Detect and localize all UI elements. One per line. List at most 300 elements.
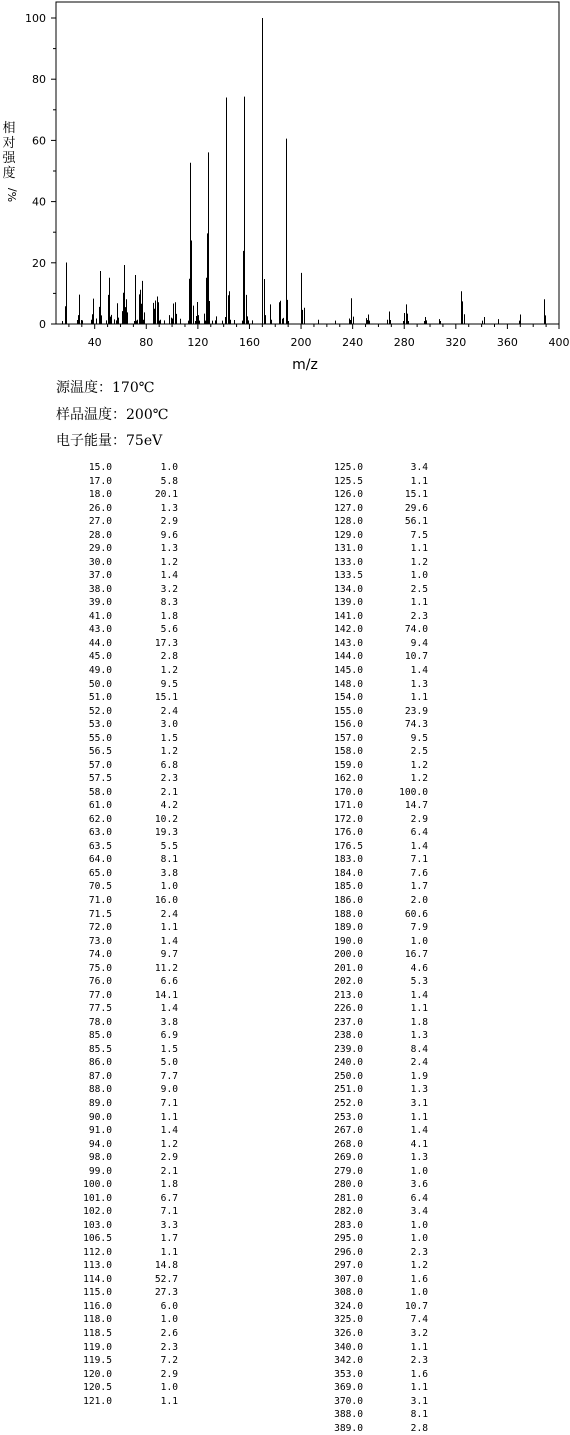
peak-mz: 188.0 <box>334 908 363 920</box>
peak-mz: 141.0 <box>334 610 363 622</box>
source-temperature-value: 170℃ <box>112 380 155 396</box>
peak-mz: 128.0 <box>334 516 363 528</box>
peak-mz: 172.0 <box>334 813 363 825</box>
peak-abundance: 3.1 <box>410 1395 428 1407</box>
peak-row <box>0 1016 480 1030</box>
peak-abundance: 23.9 <box>404 705 428 717</box>
peak-abundance: 2.4 <box>160 705 178 717</box>
peak-abundance: 16.7 <box>404 949 428 961</box>
peak-abundance: 60.6 <box>404 908 428 920</box>
peak-mz: 62.0 <box>88 813 112 825</box>
peak-row <box>0 948 480 962</box>
peak-abundance: 9.7 <box>160 949 178 961</box>
peak-mz: 101.0 <box>83 1192 112 1204</box>
peak-abundance: 8.3 <box>160 597 178 609</box>
peak-row <box>0 1192 480 1206</box>
peak-mz: 27.0 <box>88 516 112 528</box>
peak-mz: 76.0 <box>88 976 112 988</box>
peak-row <box>0 880 480 894</box>
peak-abundance: 2.3 <box>410 1355 428 1367</box>
peak-abundance: 2.5 <box>410 583 428 595</box>
peak-abundance: 52.7 <box>154 1273 178 1285</box>
peak-abundance: 1.3 <box>160 543 178 555</box>
peak-mz: 121.0 <box>83 1395 112 1407</box>
peak-abundance: 1.2 <box>410 1260 428 1272</box>
peak-mz: 184.0 <box>334 867 363 879</box>
peak-row <box>0 529 480 543</box>
sample-temperature-label: 样品温度： <box>56 407 126 423</box>
peak-abundance: 3.1 <box>410 1097 428 1109</box>
peak-mz: 158.0 <box>334 746 363 758</box>
peak-abundance: 7.9 <box>410 922 428 934</box>
peak-abundance: 1.4 <box>160 1125 178 1137</box>
peak-row <box>0 989 480 1003</box>
peak-mz: 342.0 <box>334 1355 363 1367</box>
peak-mz: 171.0 <box>334 800 363 812</box>
peak-mz: 201.0 <box>334 962 363 974</box>
y-axis-label-char: 对 <box>2 136 16 151</box>
peak-mz: 120.0 <box>83 1368 112 1380</box>
mass-spectrum-chart <box>0 0 570 380</box>
peak-mz: 253.0 <box>334 1111 363 1123</box>
peak-row <box>0 583 480 597</box>
peak-mz: 94.0 <box>88 1138 112 1150</box>
source-temperature <box>56 380 154 396</box>
peak-mz: 145.0 <box>334 664 363 676</box>
peak-abundance: 1.7 <box>160 1233 178 1245</box>
peak-row <box>0 1178 480 1192</box>
peak-abundance: 2.4 <box>410 1057 428 1069</box>
peak-abundance: 6.4 <box>410 1192 428 1204</box>
peak-mz: 252.0 <box>334 1097 363 1109</box>
peak-mz: 251.0 <box>334 1084 363 1096</box>
peak-abundance: 9.0 <box>160 1084 178 1096</box>
peak-mz: 156.0 <box>334 719 363 731</box>
peak-abundance: 3.3 <box>160 1219 178 1231</box>
peak-abundance: 1.0 <box>410 1219 428 1231</box>
x-tick-label: 240 <box>342 336 364 349</box>
peak-abundance: 1.1 <box>410 597 428 609</box>
peak-abundance: 1.1 <box>410 1111 428 1123</box>
peak-mz: 176.5 <box>334 840 363 852</box>
peak-row <box>0 894 480 908</box>
peak-abundance: 4.2 <box>160 800 178 812</box>
peak-mz: 17.0 <box>88 475 112 487</box>
spectrum-peaks <box>63 18 546 324</box>
sample-temperature-value: 200℃ <box>126 407 169 423</box>
peak-abundance: 3.2 <box>410 1328 428 1339</box>
peak-abundance: 3.8 <box>160 867 178 879</box>
peak-abundance: 1.6 <box>410 1273 428 1285</box>
plot-frame <box>56 2 559 324</box>
peak-row <box>0 542 480 556</box>
peak-mz: 240.0 <box>334 1057 363 1069</box>
peak-mz: 183.0 <box>334 854 363 866</box>
peak-abundance: 10.2 <box>154 813 178 825</box>
peak-abundance: 1.2 <box>160 556 178 568</box>
peak-mz: 308.0 <box>334 1287 363 1299</box>
peak-mz: 85.5 <box>88 1043 112 1055</box>
peak-abundance: 2.8 <box>410 1422 428 1434</box>
peak-mz: 340.0 <box>334 1341 363 1353</box>
peak-abundance: 1.0 <box>410 935 428 947</box>
peak-mz: 87.0 <box>88 1070 112 1082</box>
peak-abundance: 1.1 <box>160 922 178 934</box>
electron-energy-value: 75eV <box>126 433 163 449</box>
peak-row <box>0 1097 480 1111</box>
peak-abundance: 1.5 <box>160 1043 178 1055</box>
peak-abundance: 14.7 <box>404 800 428 812</box>
peak-row <box>0 962 480 976</box>
peak-abundance: 1.2 <box>410 773 428 785</box>
peak-abundance: 1.2 <box>410 556 428 568</box>
peak-abundance: 1.4 <box>410 840 428 852</box>
peak-list-right <box>0 461 480 1435</box>
peak-mz: 37.0 <box>88 570 112 582</box>
peak-row <box>0 556 480 570</box>
peak-abundance: 1.5 <box>160 732 178 744</box>
peak-mz: 71.0 <box>88 895 112 906</box>
peak-mz: 74.0 <box>88 949 112 961</box>
peak-mz: 144.0 <box>334 651 363 663</box>
peak-abundance: 1.3 <box>410 1084 428 1096</box>
peak-mz: 120.5 <box>83 1382 112 1394</box>
peak-mz: 133.0 <box>334 556 363 568</box>
y-tick-label: 100 <box>25 12 46 25</box>
peak-abundance: 74.0 <box>404 624 428 636</box>
y-axis-label <box>2 120 19 202</box>
peak-abundance: 5.8 <box>160 475 178 487</box>
peak-mz: 282.0 <box>334 1206 363 1218</box>
peak-row <box>0 826 480 840</box>
peak-abundance: 1.4 <box>160 570 178 582</box>
peak-abundance: 9.5 <box>160 678 178 690</box>
peak-mz: 57.5 <box>88 773 112 785</box>
peak-abundance: 2.4 <box>160 908 178 920</box>
source-temperature-label: 源温度： <box>56 380 112 396</box>
peak-row <box>0 1138 480 1152</box>
peak-abundance: 27.3 <box>154 1287 178 1299</box>
sample-temperature <box>56 407 168 423</box>
y-axis-label-char: 强 <box>2 151 16 166</box>
peak-row <box>0 1286 480 1300</box>
peak-row <box>0 813 480 827</box>
peak-mz: 369.0 <box>334 1382 363 1394</box>
peak-mz: 53.0 <box>88 719 112 731</box>
peak-row <box>0 1219 480 1233</box>
peak-mz: 296.0 <box>334 1246 363 1258</box>
peak-abundance: 1.0 <box>160 462 178 473</box>
peak-abundance: 20.1 <box>154 489 178 501</box>
peak-abundance: 8.1 <box>410 1409 428 1421</box>
peak-mz: 63.5 <box>88 840 112 852</box>
peak-row <box>0 840 480 854</box>
peak-row <box>0 1354 480 1368</box>
peak-row <box>0 1300 480 1314</box>
peak-abundance: 2.3 <box>410 1246 428 1258</box>
peak-mz: 98.0 <box>88 1152 112 1164</box>
x-axis-label: m/z <box>292 357 318 373</box>
peak-abundance: 17.3 <box>154 637 178 649</box>
peak-abundance: 5.3 <box>410 976 428 988</box>
peak-abundance: 56.1 <box>404 516 428 528</box>
x-tick-label: 40 <box>87 336 102 349</box>
peak-abundance: 2.9 <box>160 516 178 528</box>
peak-mz: 15.0 <box>88 462 112 473</box>
peak-mz: 155.0 <box>334 705 363 717</box>
peak-mz: 65.0 <box>88 867 112 879</box>
peak-abundance: 5.0 <box>160 1057 178 1069</box>
peak-row <box>0 705 480 719</box>
peak-mz: 129.0 <box>334 529 363 541</box>
peak-row <box>0 786 480 800</box>
peak-abundance: 2.9 <box>410 813 428 825</box>
y-axis-unit: %/ <box>6 187 19 203</box>
peak-abundance: 2.3 <box>410 610 428 622</box>
peak-row <box>0 691 480 705</box>
peak-row <box>0 1313 480 1327</box>
peak-abundance: 1.6 <box>410 1368 428 1380</box>
peak-row <box>0 772 480 786</box>
peak-row <box>0 623 480 637</box>
peak-abundance: 4.1 <box>410 1138 428 1150</box>
peak-row <box>0 1341 480 1355</box>
peak-mz: 77.0 <box>88 989 112 1001</box>
peak-mz: 186.0 <box>334 895 363 906</box>
peak-row <box>0 718 480 732</box>
peak-abundance: 9.4 <box>410 637 428 649</box>
peak-mz: 239.0 <box>334 1043 363 1055</box>
peak-row <box>0 664 480 678</box>
peak-mz: 125.5 <box>334 475 363 487</box>
peak-mz: 52.0 <box>88 705 112 717</box>
peak-abundance: 1.2 <box>160 1138 178 1150</box>
y-axis-label-char: 相 <box>2 121 16 136</box>
peak-row <box>0 1422 480 1435</box>
peak-mz: 148.0 <box>334 678 363 690</box>
peak-row <box>0 1124 480 1138</box>
peak-abundance: 7.1 <box>160 1097 178 1109</box>
peak-mz: 389.0 <box>334 1422 363 1434</box>
peak-abundance: 2.0 <box>410 895 428 906</box>
peak-row <box>0 975 480 989</box>
peak-mz: 18.0 <box>88 489 112 501</box>
peak-row <box>0 908 480 922</box>
peak-mz: 72.0 <box>88 922 112 934</box>
peak-row <box>0 1259 480 1273</box>
peak-abundance: 14.1 <box>154 989 178 1001</box>
peak-mz: 115.0 <box>83 1287 112 1299</box>
peak-abundance: 1.4 <box>160 935 178 947</box>
peak-row <box>0 921 480 935</box>
peak-abundance: 9.5 <box>410 732 428 744</box>
peak-abundance: 1.3 <box>410 1030 428 1042</box>
peak-mz: 106.5 <box>83 1233 112 1245</box>
peak-mz: 126.0 <box>334 489 363 501</box>
peak-row <box>0 1327 480 1341</box>
peak-mz: 170.0 <box>334 786 363 798</box>
peak-row <box>0 1029 480 1043</box>
peak-mz: 56.5 <box>88 746 112 758</box>
peak-mz: 26.0 <box>88 502 112 514</box>
peak-mz: 55.0 <box>88 732 112 744</box>
peak-mz: 75.0 <box>88 962 112 974</box>
peak-mz: 38.0 <box>88 583 112 595</box>
peak-row <box>0 678 480 692</box>
peak-abundance: 2.3 <box>160 1341 178 1353</box>
peak-abundance: 19.3 <box>154 827 178 839</box>
peak-abundance: 6.7 <box>160 1192 178 1204</box>
peak-mz: 134.0 <box>334 583 363 595</box>
peak-abundance: 1.0 <box>410 1233 428 1245</box>
peak-row <box>0 1056 480 1070</box>
peak-row <box>0 569 480 583</box>
peak-mz: 118.0 <box>83 1314 112 1326</box>
peak-mz: 58.0 <box>88 786 112 798</box>
peak-row <box>0 1043 480 1057</box>
peak-abundance: 1.0 <box>160 1314 178 1326</box>
peak-abundance: 6.8 <box>160 759 178 771</box>
peak-mz: 307.0 <box>334 1273 363 1285</box>
peak-abundance: 2.6 <box>160 1328 178 1339</box>
peak-mz: 100.0 <box>83 1179 112 1191</box>
peak-mz: 70.5 <box>88 881 112 893</box>
peak-abundance: 2.3 <box>160 773 178 785</box>
peak-mz: 86.0 <box>88 1057 112 1069</box>
x-tick-label: 400 <box>548 336 570 349</box>
peak-mz: 118.5 <box>83 1328 112 1339</box>
peak-mz: 29.0 <box>88 543 112 555</box>
peak-row <box>0 935 480 949</box>
peak-row <box>0 732 480 746</box>
peak-row <box>0 1165 480 1179</box>
peak-mz: 353.0 <box>334 1368 363 1380</box>
peak-row <box>0 799 480 813</box>
peak-mz: 63.0 <box>88 827 112 839</box>
peak-abundance: 7.2 <box>160 1355 178 1367</box>
peak-abundance: 7.5 <box>410 529 428 541</box>
peak-mz: 250.0 <box>334 1070 363 1082</box>
peak-mz: 112.0 <box>83 1246 112 1258</box>
x-tick-label: 120 <box>187 336 209 349</box>
peak-abundance: 1.1 <box>410 475 428 487</box>
peak-mz: 61.0 <box>88 800 112 812</box>
peak-abundance: 14.8 <box>154 1260 178 1272</box>
peak-mz: 89.0 <box>88 1097 112 1109</box>
x-tick-label: 360 <box>496 336 518 349</box>
peak-mz: 370.0 <box>334 1395 363 1407</box>
peak-mz: 238.0 <box>334 1030 363 1042</box>
peak-abundance: 3.0 <box>160 719 178 731</box>
peak-mz: 91.0 <box>88 1125 112 1137</box>
peak-abundance: 10.7 <box>404 1300 428 1312</box>
peak-mz: 281.0 <box>334 1192 363 1204</box>
peak-mz: 143.0 <box>334 637 363 649</box>
peak-abundance: 1.8 <box>410 1016 428 1028</box>
peak-abundance: 6.0 <box>160 1300 178 1312</box>
peak-mz: 28.0 <box>88 529 112 541</box>
peak-mz: 154.0 <box>334 692 363 704</box>
y-axis-label-char: 度 <box>2 166 16 181</box>
peak-mz: 325.0 <box>334 1314 363 1326</box>
peak-row <box>0 853 480 867</box>
peak-mz: 30.0 <box>88 556 112 568</box>
x-tick-label: 200 <box>290 336 312 349</box>
peak-mz: 226.0 <box>334 1003 363 1015</box>
peak-row <box>0 650 480 664</box>
peak-mz: 119.0 <box>83 1341 112 1353</box>
peak-mz: 267.0 <box>334 1125 363 1137</box>
peak-mz: 237.0 <box>334 1016 363 1028</box>
peak-mz: 326.0 <box>334 1328 363 1339</box>
peak-mz: 185.0 <box>334 881 363 893</box>
peak-row <box>0 1111 480 1125</box>
peak-abundance: 1.1 <box>160 1395 178 1407</box>
peak-abundance: 1.1 <box>410 543 428 555</box>
peak-row <box>0 637 480 651</box>
peak-mz: 78.0 <box>88 1016 112 1028</box>
peak-mz: 50.0 <box>88 678 112 690</box>
peak-mz: 39.0 <box>88 597 112 609</box>
peak-mz: 280.0 <box>334 1179 363 1191</box>
peak-mz: 127.0 <box>334 502 363 514</box>
peak-mz: 131.0 <box>334 543 363 555</box>
x-tick-label: 80 <box>139 336 154 349</box>
peak-abundance: 1.1 <box>410 1003 428 1015</box>
peak-abundance: 1.4 <box>160 1003 178 1015</box>
peak-row <box>0 1151 480 1165</box>
peak-mz: 116.0 <box>83 1300 112 1312</box>
peak-abundance: 1.3 <box>410 678 428 690</box>
peak-abundance: 3.4 <box>410 1206 428 1218</box>
x-axis-ticks <box>69 324 570 349</box>
peak-abundance: 8.4 <box>410 1043 428 1055</box>
peak-abundance: 7.6 <box>410 867 428 879</box>
peak-mz: 176.0 <box>334 827 363 839</box>
peak-abundance: 2.1 <box>160 1165 178 1177</box>
peak-abundance: 1.7 <box>410 881 428 893</box>
peak-mz: 51.0 <box>88 692 112 704</box>
peak-mz: 157.0 <box>334 732 363 744</box>
peak-mz: 102.0 <box>83 1206 112 1218</box>
peak-mz: 57.0 <box>88 759 112 771</box>
x-tick-label: 160 <box>238 336 260 349</box>
peak-abundance: 2.8 <box>160 651 178 663</box>
peak-mz: 44.0 <box>88 637 112 649</box>
peak-abundance: 3.8 <box>160 1016 178 1028</box>
peak-abundance: 6.9 <box>160 1030 178 1042</box>
peak-mz: 85.0 <box>88 1030 112 1042</box>
peak-row <box>0 1232 480 1246</box>
peak-mz: 189.0 <box>334 922 363 934</box>
peak-abundance: 1.1 <box>410 692 428 704</box>
peak-mz: 159.0 <box>334 759 363 771</box>
peak-mz: 388.0 <box>334 1409 363 1421</box>
peak-abundance: 5.5 <box>160 840 178 852</box>
peak-mz: 99.0 <box>88 1165 112 1177</box>
peak-abundance: 2.1 <box>160 786 178 798</box>
peak-mz: 49.0 <box>88 664 112 676</box>
peak-abundance: 1.0 <box>160 1382 178 1394</box>
peak-abundance: 9.6 <box>160 529 178 541</box>
peak-abundance: 3.4 <box>410 462 428 473</box>
peak-abundance: 1.3 <box>160 502 178 514</box>
peak-row <box>0 1205 480 1219</box>
peak-abundance: 1.2 <box>160 746 178 758</box>
peak-abundance: 5.6 <box>160 624 178 636</box>
peak-abundance: 4.6 <box>410 962 428 974</box>
peak-abundance: 100.0 <box>399 786 428 798</box>
